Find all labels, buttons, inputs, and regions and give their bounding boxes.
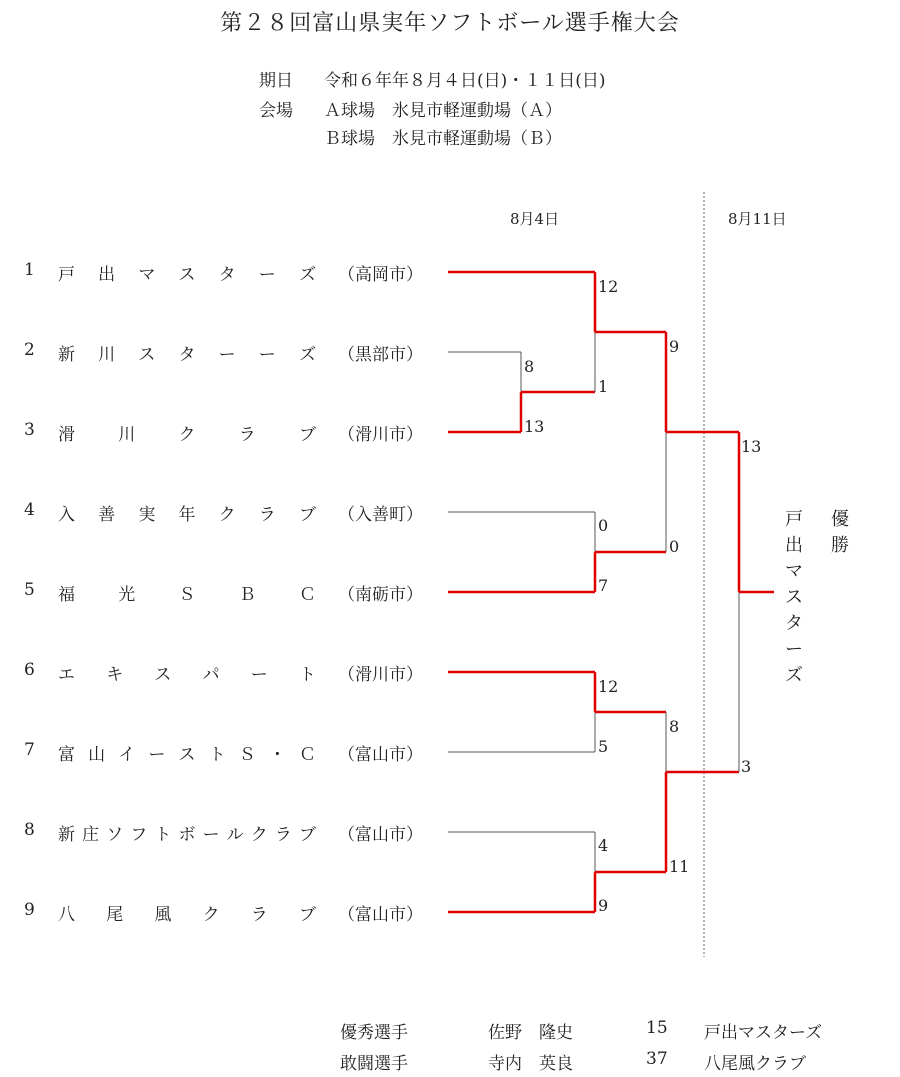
award-2-title: 敢闘選手: [340, 1054, 408, 1074]
team-city: （南砺市）: [338, 585, 423, 605]
team-name: 八 尾 風 ク ラ ブ: [58, 905, 316, 925]
venue-a: Ａ球場 氷見市軽運動場（Ａ）: [324, 101, 562, 121]
award-2-team: 八尾風クラブ: [704, 1054, 806, 1074]
score-team23: 1: [598, 377, 609, 396]
award-1-number: 15: [646, 1018, 668, 1038]
team-name: 入 善 実 年 ク ラ ブ: [58, 505, 316, 525]
score-team6: 12: [598, 677, 619, 696]
round-date-2: 8月11日: [728, 210, 787, 228]
venue-label: 会場: [259, 101, 293, 121]
team-number: 4: [24, 500, 35, 520]
score-team9: 9: [598, 896, 609, 915]
team-number: 6: [24, 660, 35, 680]
team-number: 9: [24, 900, 35, 920]
round-date-1: 8月4日: [510, 210, 560, 228]
team-name: エ キ ス パ ー ト: [58, 665, 316, 685]
team-name: 滑 川 ク ラ ブ: [58, 425, 316, 445]
team-city: （滑川市）: [338, 425, 423, 445]
score-final-lower: 3: [741, 757, 752, 776]
team-number: 7: [24, 740, 35, 760]
award-1-team: 戸出マスターズ: [704, 1023, 823, 1043]
page-title: 第２８回富山県実年ソフトボール選手権大会: [220, 11, 680, 36]
winner-name: 戸出マスターズ: [785, 509, 803, 686]
score-team7: 5: [598, 737, 609, 756]
award-2-player: 寺内 英良: [488, 1054, 573, 1074]
team-number: 5: [24, 580, 35, 600]
score-team1: 12: [598, 277, 619, 296]
team-city: （黒部市）: [338, 345, 423, 365]
award-1-player: 佐野 隆史: [488, 1023, 573, 1043]
score-team5: 7: [598, 576, 609, 595]
team-city: （富山市）: [338, 745, 423, 765]
score-qf-top-lower: 0: [669, 537, 680, 556]
team-name: 富 山 イ ー ス ト Ｓ ・ Ｃ: [58, 745, 316, 765]
team-number: 8: [24, 820, 35, 840]
team-city: （滑川市）: [338, 665, 423, 685]
score-final-upper: 13: [741, 437, 762, 456]
score-team4: 0: [598, 516, 609, 535]
score-qf-bot-lower: 11: [669, 857, 690, 876]
award-1-title: 優秀選手: [340, 1023, 408, 1043]
team-number: 3: [24, 420, 35, 440]
team-name: 新 庄 ソ フ ト ボ ー ル ク ラ ブ: [58, 825, 316, 845]
team-name: 新 川 ス タ ー ー ズ: [58, 345, 316, 365]
score-qf-top-upper: 9: [669, 337, 680, 356]
score-qf-bot-upper: 8: [669, 717, 680, 736]
team-number: 1: [24, 260, 35, 280]
team-number: 2: [24, 340, 35, 360]
date-label: 期日: [259, 71, 293, 91]
date-value: 令和６年年８月４日(日)・１１日(日): [324, 71, 606, 91]
award-2-number: 37: [646, 1049, 668, 1069]
score-team8: 4: [598, 836, 609, 855]
team-city: （高岡市）: [338, 265, 423, 285]
score-team3: 13: [524, 417, 545, 436]
team-city: （入善町）: [338, 505, 423, 525]
score-team2: 8: [524, 357, 535, 376]
winner-label: 優勝: [831, 509, 849, 556]
team-city: （富山市）: [338, 825, 423, 845]
team-name: 戸 出 マ ス タ ー ズ: [58, 265, 316, 285]
team-city: （富山市）: [338, 905, 423, 925]
team-name: 福 光 Ｓ Ｂ Ｃ: [58, 585, 316, 605]
venue-b: Ｂ球場 氷見市軽運動場（Ｂ）: [324, 129, 562, 149]
